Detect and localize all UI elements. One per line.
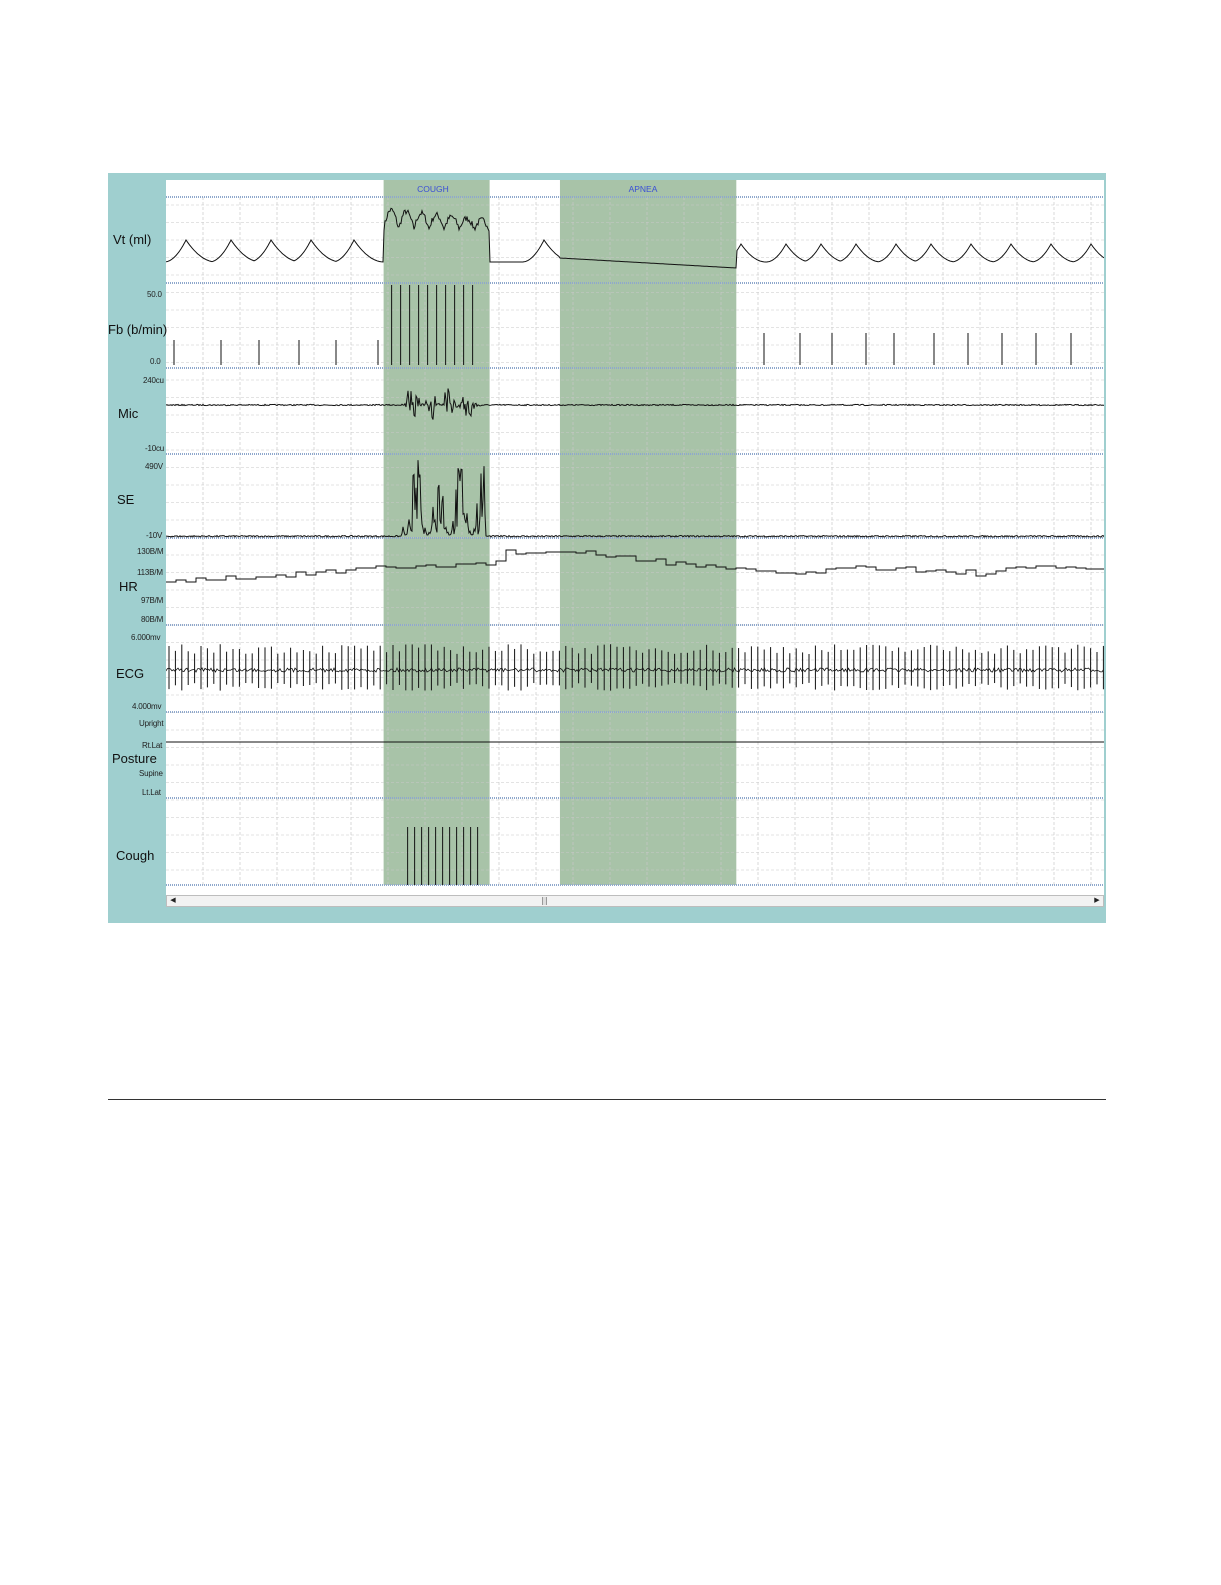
channel-label-ecg: ECG	[116, 666, 145, 681]
signal-plot-area	[166, 180, 1104, 896]
fb-scale-min: 0.0	[150, 357, 161, 366]
scroll-left-arrow-icon[interactable]: ◀	[170, 897, 176, 904]
signal-traces	[166, 180, 1104, 896]
scroll-right-arrow-icon[interactable]: ▶	[1094, 897, 1100, 904]
hr-scale-1: 130B/M	[137, 547, 164, 556]
channel-label-mic: Mic	[118, 406, 139, 421]
channel-label-vt: Vt (ml)	[113, 232, 152, 247]
fb-scale-max: 50.0	[147, 290, 162, 299]
ecg-scale-min: 4.000mv	[132, 702, 162, 711]
channel-label-hr: HR	[119, 579, 138, 594]
posture-scale-supine: Supine	[139, 769, 163, 778]
se-scale-max: 490V	[145, 462, 163, 471]
event-shade-apnea	[560, 180, 736, 885]
hr-scale-3: 97B/M	[141, 596, 164, 605]
mic-scale-min: -10cu	[145, 444, 165, 453]
posture-scale-upright: Upright	[139, 719, 164, 728]
horizontal-scrollbar[interactable]	[166, 895, 1104, 907]
channel-label-fb: Fb (b/min)	[108, 322, 168, 337]
posture-scale-ltlat: Lt.Lat	[142, 788, 161, 797]
page-divider	[108, 1099, 1106, 1100]
mic-scale-max: 240cu	[143, 376, 164, 385]
hr-scale-4: 80B/M	[141, 615, 164, 624]
posture-scale-rtlat: Rt.Lat	[142, 741, 163, 750]
event-label-apnea: APNEA	[628, 184, 658, 194]
channel-label-posture: Posture	[112, 751, 157, 766]
se-scale-min: -10V	[146, 531, 163, 540]
hr-scale-2: 113B/M	[137, 568, 163, 577]
event-label-cough: COUGH	[417, 184, 449, 194]
channel-label-cough: Cough	[116, 848, 155, 863]
channel-label-se: SE	[117, 492, 135, 507]
ecg-scale-max: 6.000mv	[131, 633, 161, 642]
scroll-thumb[interactable]	[542, 897, 547, 905]
